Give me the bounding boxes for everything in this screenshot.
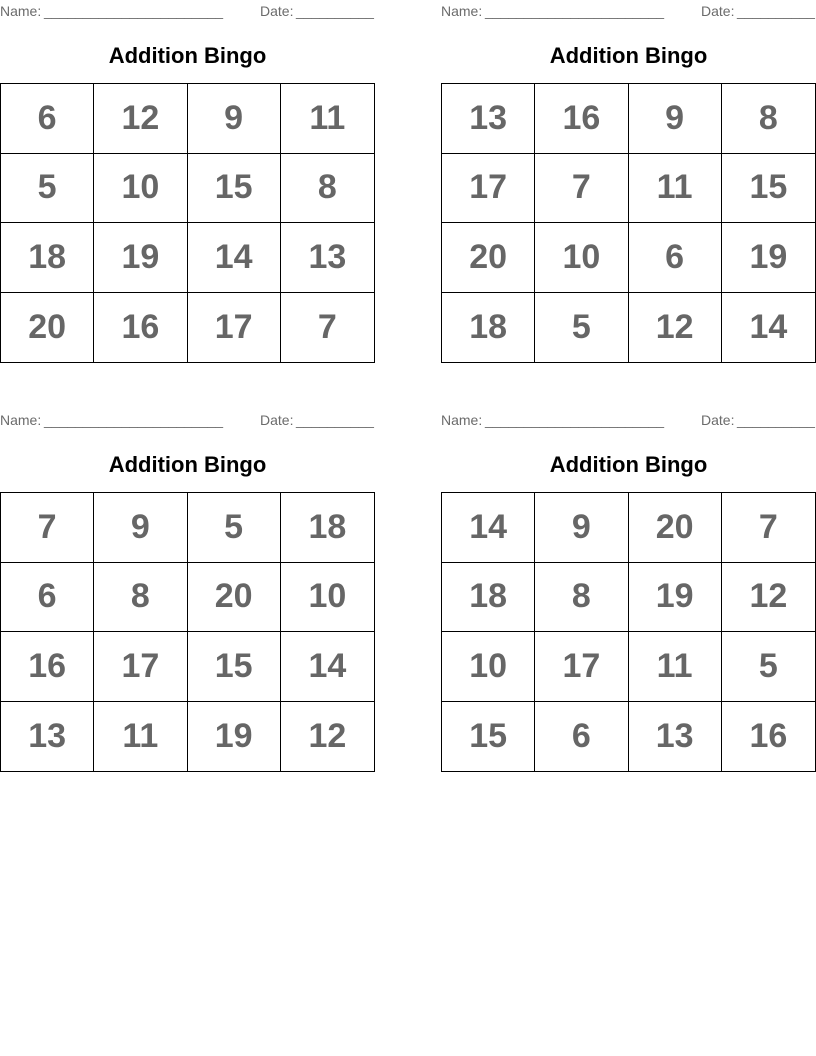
bingo-cell: 17 [535,632,628,702]
bingo-cell: 8 [722,84,815,154]
bingo-card [0,409,375,773]
bingo-cell: 13 [1,702,94,772]
bingo-cell: 5 [1,154,94,224]
bingo-cell: 11 [94,702,187,772]
bingo-cell: 9 [188,84,281,154]
bingo-cell: 14 [281,632,374,702]
date-label: Date: [260,3,294,19]
name-label: Name: [0,3,42,19]
bingo-grid [441,83,816,363]
bingo-cell: 5 [188,493,281,563]
date-label: Date: [701,3,735,19]
card-title: Addition Bingo [549,43,708,68]
date-label: Date: [260,412,294,428]
bingo-cell: 12 [722,563,815,633]
bingo-cell: 15 [722,154,815,224]
name-field[interactable]: _______________________ [485,412,665,428]
name-field[interactable]: _______________________ [44,3,224,19]
bingo-cell: 6 [1,563,94,633]
bingo-cell: 8 [94,563,187,633]
bingo-card [0,0,375,364]
bingo-cell: 12 [629,293,722,363]
bingo-cell: 6 [1,84,94,154]
bingo-cell: 18 [442,293,535,363]
card-header [441,411,816,429]
name-label: Name: [0,412,42,428]
card-title: Addition Bingo [108,452,267,477]
bingo-cell: 19 [94,223,187,293]
bingo-cell: 16 [749,716,788,755]
bingo-cell: 11 [281,84,374,154]
bingo-cell: 6 [535,702,628,772]
bingo-cell: 18 [442,563,535,633]
bingo-cell: 16 [535,84,628,154]
bingo-cell: 10 [535,223,628,293]
bingo-cell: 19 [722,223,815,293]
date-field[interactable]: __________ [737,412,815,428]
bingo-cell: 10 [94,154,187,224]
bingo-cell: 15 [188,154,281,224]
name-field[interactable]: _______________________ [485,3,665,19]
bingo-card [441,409,816,773]
bingo-cell: 15 [442,702,535,772]
bingo-cell: 14 [749,307,788,346]
bingo-cell: 7 [1,493,94,563]
bingo-grid [0,83,375,363]
bingo-cell: 17 [94,632,187,702]
bingo-cell: 11 [629,632,722,702]
bingo-cell: 16 [1,632,94,702]
card-header [0,411,375,429]
card-header [441,2,816,20]
bingo-cell: 17 [188,293,281,363]
card-title: Addition Bingo [549,452,708,477]
bingo-cell: 5 [535,293,628,363]
name-label: Name: [441,412,483,428]
bingo-cell: 14 [442,493,535,563]
bingo-card [441,0,816,364]
date-field[interactable]: __________ [296,3,374,19]
name-label: Name: [441,3,483,19]
bingo-cell: 11 [629,154,722,224]
bingo-cell: 9 [94,493,187,563]
bingo-cell: 20 [188,563,281,633]
date-label: Date: [701,412,735,428]
bingo-cell: 9 [629,84,722,154]
date-field[interactable]: __________ [296,412,374,428]
bingo-cell: 20 [629,493,722,563]
bingo-cell: 14 [188,223,281,293]
bingo-cell: 18 [1,223,94,293]
bingo-cell: 5 [722,632,815,702]
bingo-cell: 20 [1,293,94,363]
bingo-cell: 19 [629,563,722,633]
bingo-cell: 10 [442,632,535,702]
card-title: Addition Bingo [108,43,267,68]
bingo-cell: 8 [535,563,628,633]
bingo-cell: 9 [535,493,628,563]
bingo-cell: 17 [442,154,535,224]
bingo-cell: 13 [281,223,374,293]
bingo-grid [0,492,375,772]
name-field[interactable]: _______________________ [44,412,224,428]
bingo-cell: 7 [317,307,337,346]
bingo-cell: 18 [281,493,374,563]
card-header [0,2,375,20]
bingo-cell: 20 [442,223,535,293]
bingo-grid [441,492,816,772]
bingo-cell: 19 [188,702,281,772]
date-field[interactable]: __________ [737,3,815,19]
bingo-cell: 13 [442,84,535,154]
bingo-cell: 12 [94,84,187,154]
bingo-cell: 12 [308,716,347,755]
bingo-cell: 10 [281,563,374,633]
bingo-cell: 7 [535,154,628,224]
bingo-cell: 8 [281,154,374,224]
bingo-cell: 7 [722,493,815,563]
bingo-cell: 16 [94,293,187,363]
bingo-cell: 13 [629,702,722,772]
bingo-cell: 15 [188,632,281,702]
bingo-cell: 6 [629,223,722,293]
